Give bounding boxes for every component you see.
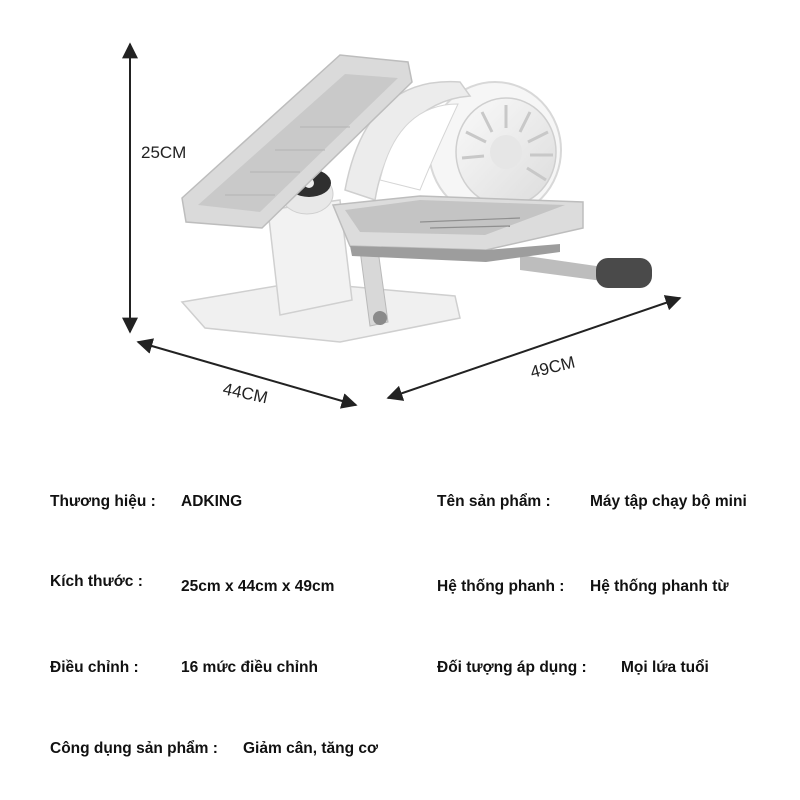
- product-name-label: Tên sản phẩm :: [437, 493, 551, 510]
- size-value: 25cm x 44cm x 49cm: [181, 578, 335, 595]
- target-value: Mọi lứa tuổi: [621, 659, 709, 676]
- usage-value: Giảm cân, tăng cơ: [243, 740, 379, 757]
- length-label: 49CM: [528, 352, 577, 382]
- adjustment-value: 16 mức điều chỉnh: [181, 659, 318, 676]
- usage-label: Công dụng sản phẩm :: [50, 740, 218, 757]
- stepper-machine: [182, 55, 652, 342]
- height-label: 25CM: [141, 143, 187, 162]
- size-label: Kích thước :: [50, 573, 143, 590]
- brake-label: Hệ thống phanh :: [437, 578, 565, 595]
- brand-value: ADKING: [181, 493, 243, 510]
- depth-label: 44CM: [221, 379, 270, 408]
- rear-foot: [596, 258, 652, 288]
- product-name-value: Máy tập chạy bộ mini: [590, 493, 747, 510]
- brake-value: Hệ thống phanh từ: [590, 578, 729, 595]
- brand-label: Thương hiệu :: [50, 493, 156, 510]
- target-label: Đối tượng áp dụng :: [437, 659, 587, 676]
- adjustment-label: Điều chỉnh :: [50, 659, 139, 676]
